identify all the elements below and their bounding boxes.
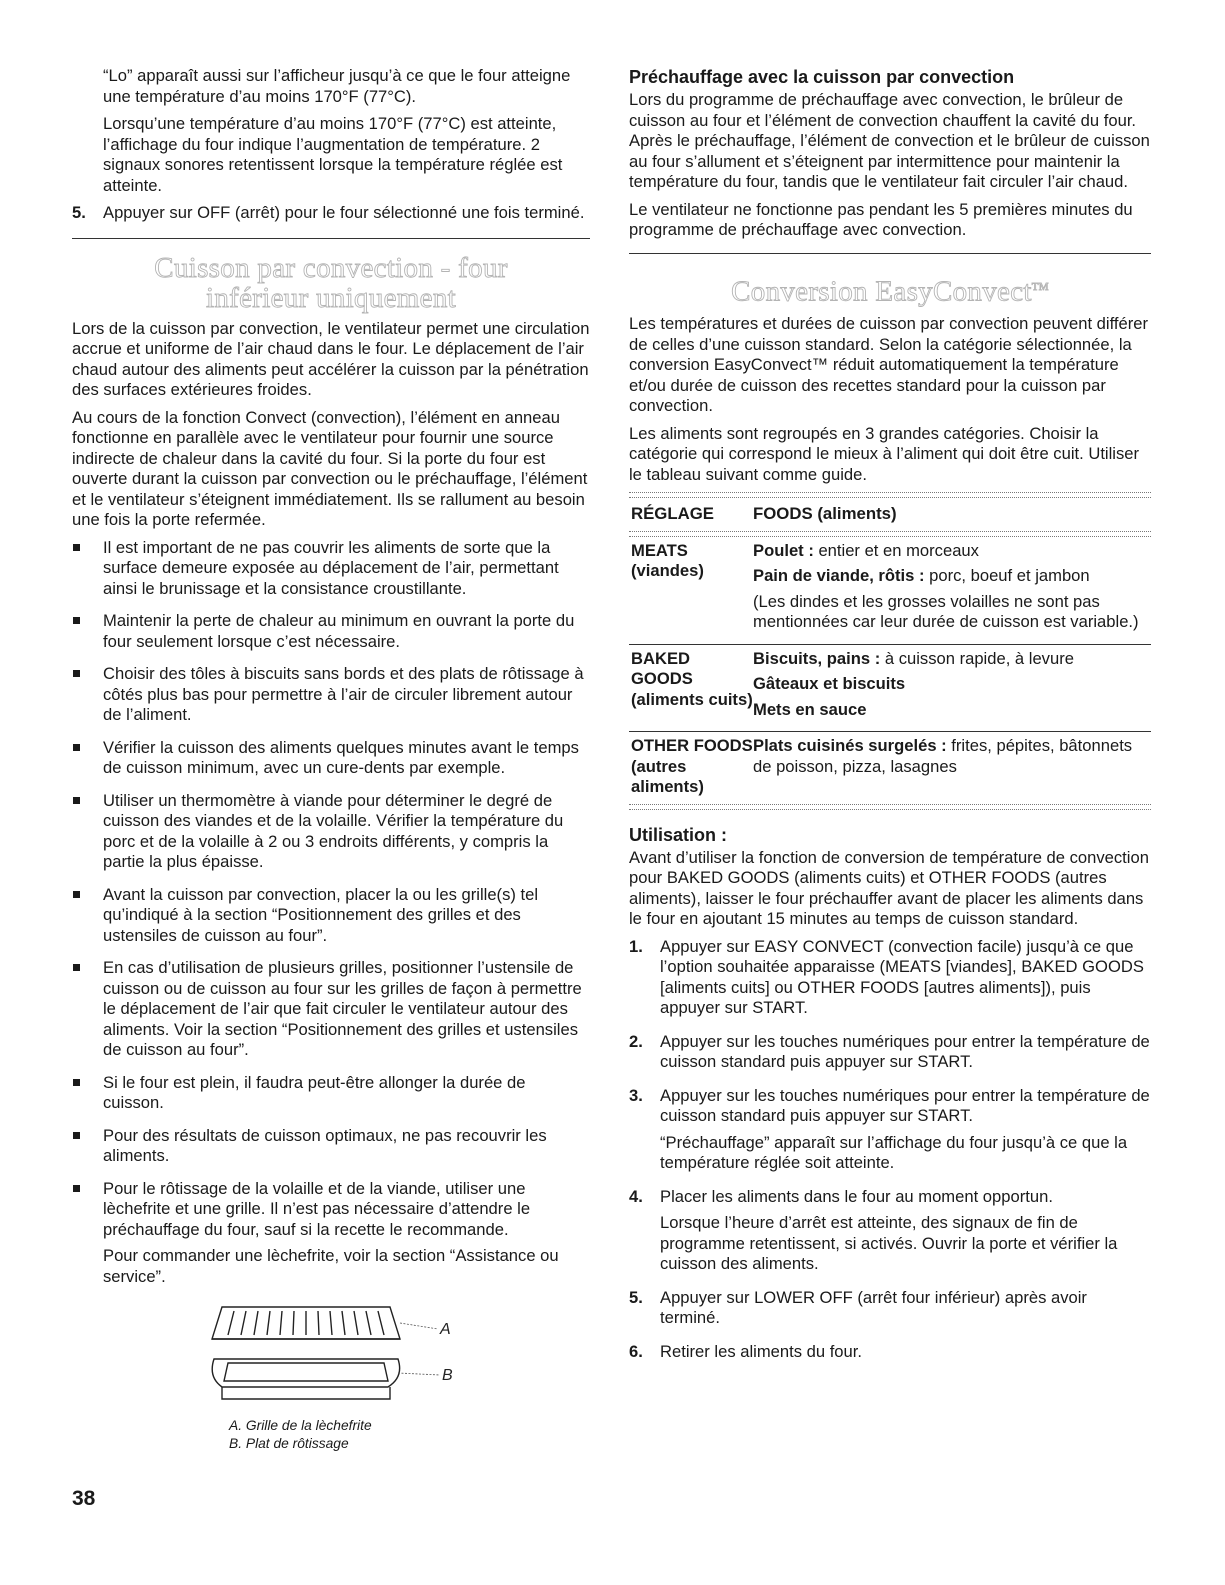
step-text: Appuyer sur les touches numériques pour entrer la température de cuisson standard puis appuyer sur START. [660,1031,1150,1072]
step-text: Appuyer sur EASY CONVECT (convection facile) jusqu’à ce que l’option souhaitée apparaisse (MEATS [viandes], BAKED GOODS [aliments cuits] ou OTHER FOODS [autres aliments]), puis appuyer sur START. [660,936,1144,1018]
list-item [629,1342,1151,1369]
page-number: 38 [72,1487,96,1510]
section-title-easyconvect [629,272,1151,307]
food-item: Pain de viande, rôtis : porc, boeuf et jambon [753,566,1090,586]
label-b: B [442,1367,453,1384]
label-a: A [440,1321,451,1338]
step-text: Retirer les aliments du four. [660,1341,862,1361]
broiler-pan-illustration [200,1299,460,1409]
table-row [629,537,1151,645]
row-category: MEATS (viandes) [631,540,704,581]
easyconvect-paragraph-1: Les températures et durées de cuisson par convection peuvent différer de celles d’une cuisson standard. Selon la catégorie sélectionnée, la conversion EasyConvect™ réduit automatiquement la température et/ou durée de cuisson des recettes standard pour la cuisson par convection. [629,314,1149,416]
list-item [629,1288,1151,1335]
intro-paragraph-1: “Lo” apparaît aussi sur l’afficheur jusqu’à ce que le four atteigne une température d’au moins 170°F (77°C). [103,66,571,106]
list-item [629,1032,1151,1079]
step-text: Appuyer sur OFF (arrêt) pour le four sélectionné une fois terminé. [103,203,585,222]
step-number: 5. [72,203,86,222]
list-item: Vérifier la cuisson des aliments quelques minutes avant le temps de cuisson minimum, avec un cure-dents par exemple. [72,738,590,779]
list-item: Il est important de ne pas couvrir les aliments de sorte que la surface demeure exposée au déplacement de l’air, permettant ainsi le brunissage et la consistance croustillante. [72,538,590,600]
left-column [72,66,590,1459]
trademark-mark: TM [1031,280,1049,293]
roasting-pan-drawing [212,1359,399,1399]
usage-heading: Utilisation : [629,824,727,845]
bullet-icon [72,1179,103,1241]
conversion-table [629,498,1151,804]
header-foods: FOODS (aliments) [753,504,897,524]
right-column [629,66,1151,1375]
step-number: 1. [629,936,643,956]
list-item [629,1187,1151,1281]
tips-list [72,538,590,1241]
bullet-icon [72,664,103,726]
bullet-icon [72,958,103,1061]
list-item: Pour le rôtissage de la volaille et de la viande, utiliser une lèchefrite et une grille. Il n’est pas nécessaire d’attendre le préchauffage du four, sauf si la recette le recommande. [72,1179,590,1241]
bullet-icon [72,791,103,873]
caption-a: A. Grille de la lèchefrite [229,1418,372,1433]
section-divider [72,238,590,239]
table-row [629,732,1151,804]
step-text: Appuyer sur les touches numériques pour entrer la température de cuisson standard puis appuyer sur START. [660,1085,1150,1126]
row-category: BAKED GOODS (aliments cuits) [631,648,753,709]
usage-steps [629,937,1151,1369]
section-title-convection: Cuisson par convection - four inférieur uniquement [154,251,508,314]
bullet-icon [72,1126,103,1167]
list-item: Utiliser un thermomètre à viande pour déterminer le degré de cuisson des viandes et de la volaille. Vérifier la température du porc et de la volaille à 2 ou 3 endroits différents, y compris la partie la plus épaisse. [72,791,590,873]
broiler-grid-drawing [212,1307,400,1339]
preheat-paragraph-2: Le ventilateur ne fonctionne pas pendant les 5 premières minutes du programme de préchauffage avec convection. [629,199,1133,239]
step-note: Lorsque l’heure d’arrêt est atteinte, des signaux de fin de programme retentissent, si activés. Ouvrir la porte et vérifier la cuisson des aliments. [660,1213,1118,1274]
row-foods [753,645,1151,732]
list-item [629,1086,1151,1180]
convection-paragraph-1: Lors de la cuisson par convection, le ventilateur permet une circulation accrue et uniforme de l’air chaud dans le four. Le déplacement de l’air chaud autour des aliments peut accélérer la cuisson par la pénétration des surfaces extérieures froides. [72,318,590,399]
table-bottom-border [629,804,1151,810]
list-item: Avant la cuisson par convection, placer la ou les grille(s) tel qu’indiqué à la section “Positionnement des grilles et des ustensiles de cuisson au four”. [72,885,590,947]
order-broiler-pan-note: Pour commander une lèchefrite, voir la section “Assistance ou service”. [103,1246,559,1286]
food-item: Biscuits, pains : à cuisson rapide, à levure [753,648,1074,668]
table-row [629,645,1151,732]
header-setting: RÉGLAGE [631,504,714,524]
preheat-paragraph-1: Lors du programme de préchauffage avec convection, le brûleur de cuisson au four et l’élément de convection chauffent la cavité du four. Après le préchauffage, l’élément de convection et le brûleur de cuisson au four s’allument et s’éteignent par intermittence pour maintenir la température du four, tandis que le ventilateur fait circuler l’air chaud. [629,90,1150,191]
row-foods [753,732,1151,804]
caption-b: B. Plat de rôtissage [229,1436,349,1451]
step-note: “Préchauffage” apparaît sur l’affichage du four jusqu’à ce que la température réglée soit atteinte. [660,1132,1128,1173]
section-title-text: Conversion EasyConvect [731,275,1032,308]
food-item: Gâteaux et biscuits [753,674,906,694]
step-number: 6. [629,1341,643,1361]
step-text: Appuyer sur LOWER OFF (arrêt four inférieur) après avoir terminé. [660,1287,1087,1328]
broiler-pan-figure [72,1299,590,1459]
list-item: Choisir des tôles à biscuits sans bords et des plats de rôtissage à côtés plus bas pour permettre à l’air de circuler librement autour de l’aliment. [72,664,590,726]
food-item: (Les dindes et les grosses volailles ne sont pas mentionnées car leur durée de cuisson est variable.) [753,591,1139,632]
step-5 [72,203,590,224]
bullet-icon [72,738,103,779]
easyconvect-paragraph-2: Les aliments sont regroupés en 3 grandes catégories. Choisir la catégorie qui correspond le mieux à l’aliment qui doit être cuit. Utiliser le tableau suivant comme guide. [629,423,1140,484]
step-text: Placer les aliments dans le four au moment opportun. [660,1186,1053,1206]
table-header-row [629,498,1151,531]
row-category: OTHER FOODS (autres aliments) [631,736,753,797]
list-item: Si le four est plein, il faudra peut-être allonger la durée de cuisson. [72,1073,590,1114]
list-item: En cas d’utilisation de plusieurs grilles, positionner l’ustensile de cuisson ou de cuisson au four sur les grilles de façon à permettre le déplacement de l’air que fait circuler le ventilateur autour des aliments. Voir la section “Positionnement des grilles et ustensiles de cuisson au four”. [72,958,590,1061]
preheat-heading: Préchauffage avec la cuisson par convection [629,67,1015,87]
intro-paragraph-2: Lorsqu’une température d’au moins 170°F (77°C) est atteinte, l’affichage du four indique l’augmentation de température. 2 signaux sonores retentissent lorsque la température réglée est atteinte. [103,114,563,195]
list-item: Maintenir la perte de chaleur au minimum en ouvrant la porte du four seulement lorsque c’est nécessaire. [72,611,590,652]
usage-intro: Avant d’utiliser la fonction de conversion de température de convection pour BAKED GOODS (aliments cuits) et OTHER FOODS (autres aliments), laisser le four préchauffer avant de placer les aliments dans le four en ajoutant 15 minutes au temps de cuisson standard. [629,847,1149,929]
food-item: Poulet : entier et en morceaux [753,540,979,560]
bullet-icon [72,1073,103,1114]
list-item [629,937,1151,1025]
food-item: Mets en sauce [753,699,867,719]
step-number: 4. [629,1186,643,1206]
convection-paragraph-2: Au cours de la fonction Convect (convection), l’élément en anneau fonctionne en parallèle avec le ventilateur pour fournir une source indirecte de chaleur dans la cavité du four. Si la porte du four est ouverte durant la cuisson par convection ou le préchauffage, l’élément et le ventilateur s’éteignent immédiatement. Ils se rallument au besoin une fois la porte refermée. [72,407,588,529]
row-foods [753,537,1151,645]
step-number: 5. [629,1287,643,1307]
bullet-icon [72,538,103,600]
food-item: Plats cuisinés surgelés : frites, pépites, bâtonnets de poisson, pizza, lasagnes [753,736,1133,776]
step-number: 3. [629,1085,643,1105]
section-divider [629,253,1151,254]
list-item: Pour des résultats de cuisson optimaux, ne pas recouvrir les aliments. [72,1126,590,1167]
bullet-icon [72,885,103,947]
step-number: 2. [629,1031,643,1051]
figure-caption [72,1417,372,1453]
bullet-icon [72,611,103,652]
